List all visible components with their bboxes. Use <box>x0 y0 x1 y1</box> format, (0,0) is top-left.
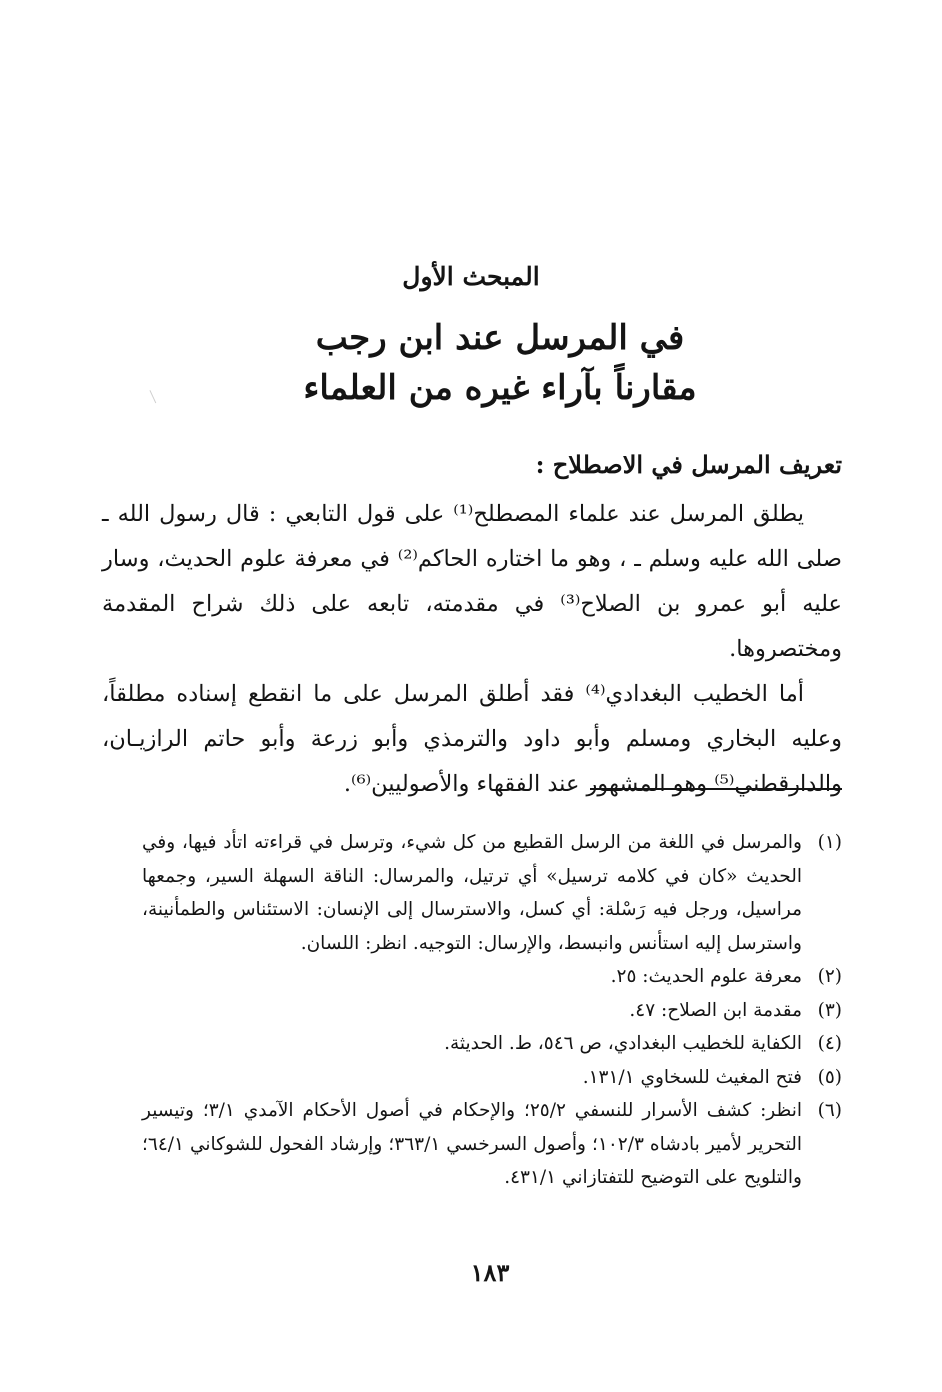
footnote <box>142 1061 842 1095</box>
footnote-number: (٤) <box>817 1033 842 1054</box>
footnote <box>142 960 842 994</box>
page-title-line-2: مقارناً بآراء غيره من العلماء <box>303 368 697 408</box>
body-text <box>102 492 842 807</box>
footnote <box>142 1094 842 1195</box>
footnote <box>142 826 842 960</box>
footnote-number: (٥) <box>817 1066 842 1088</box>
footnote-number: (١) <box>817 832 842 853</box>
footnotes <box>142 826 842 1195</box>
page-title-line-1: في المرسل عند ابن رجب <box>315 318 685 358</box>
section-heading: تعريف المرسل في الاصطلاح : <box>535 450 842 479</box>
paragraph-1: يطلق المرسل عند علماء المصطلح⁽¹⁾ على قول التابعي : قال رسول الله ـ صلى الله عليه وسلم ـ ، وهو ما اختاره الحاكم⁽²⁾ في معرفة علوم الحديث، وسار عليه أبو عمرو بن الصلاح⁽³⁾ في مقدمته، تابعه على ذلك شراح المقدمة ومختصروها. <box>102 501 842 662</box>
footnote-text: فتح المغيث للسخاوي ١٣١/١. <box>582 1066 802 1088</box>
footnote-text: الكفاية للخطيب البغدادي، ص ٥٤٦، ط. الحديثة. <box>444 1033 802 1054</box>
footnote-text: معرفة علوم الحديث: ٢٥. <box>610 966 802 987</box>
footnote-text: انظر: كشف الأسرار للنسفي ٢٥/٢؛ والإحكام في أصول الأحكام الآمدي ٣/١؛ وتيسير التحرير لأمير بادشاه ١٠٢/٣؛ وأصول السرخسي ٣٦٣/١؛ وإرشاد الفحول للشوكاني ٦٤/١؛ والتلويح على التوضيح للتفتازاني ٤٣١/١. <box>142 1100 802 1188</box>
chapter-label: المبحث الأول <box>402 262 540 291</box>
paragraph-2: أما الخطيب البغدادي⁽⁴⁾ فقد أطلق المرسل على ما انقطع إسناده مطلقاً، وعليه البخاري ومسلم وأبو داود والترمذي وأبو زرعة وأبو حاتم الرازيـان، والدارقطني⁽⁵⁾ وهو المشهور عند الفقهاء والأصوليين⁽⁶⁾. <box>102 681 842 797</box>
footnote-number: (٢) <box>817 966 842 987</box>
footnote-number: (٦) <box>817 1100 842 1121</box>
footnote-text: مقدمة ابن الصلاح: ٤٧. <box>629 999 802 1021</box>
footnote-divider <box>590 788 842 790</box>
footnote-number: (٣) <box>817 999 842 1021</box>
footnote <box>142 1027 842 1061</box>
page-number: ١٨٣ <box>470 1258 510 1287</box>
footnote <box>142 994 842 1028</box>
footnote-text: والمرسل في اللغة من الرسل القطيع من كل شيء، وترسل في قراءته اتأد فيها، وفي الحديث «كان في كلامه ترسيل» أي ترتيل، والمرسال: الناقة السهلة السير، وجمعها مراسيل، ورجل فيه رَسْلة: أي كسل، والاسترسال إلى الإنسان: الاستئناس والطمأنينة، واسترسل إليه استأنس وانبسط، والإرسال: التوجيه. انظر: اللسان. <box>142 832 802 954</box>
